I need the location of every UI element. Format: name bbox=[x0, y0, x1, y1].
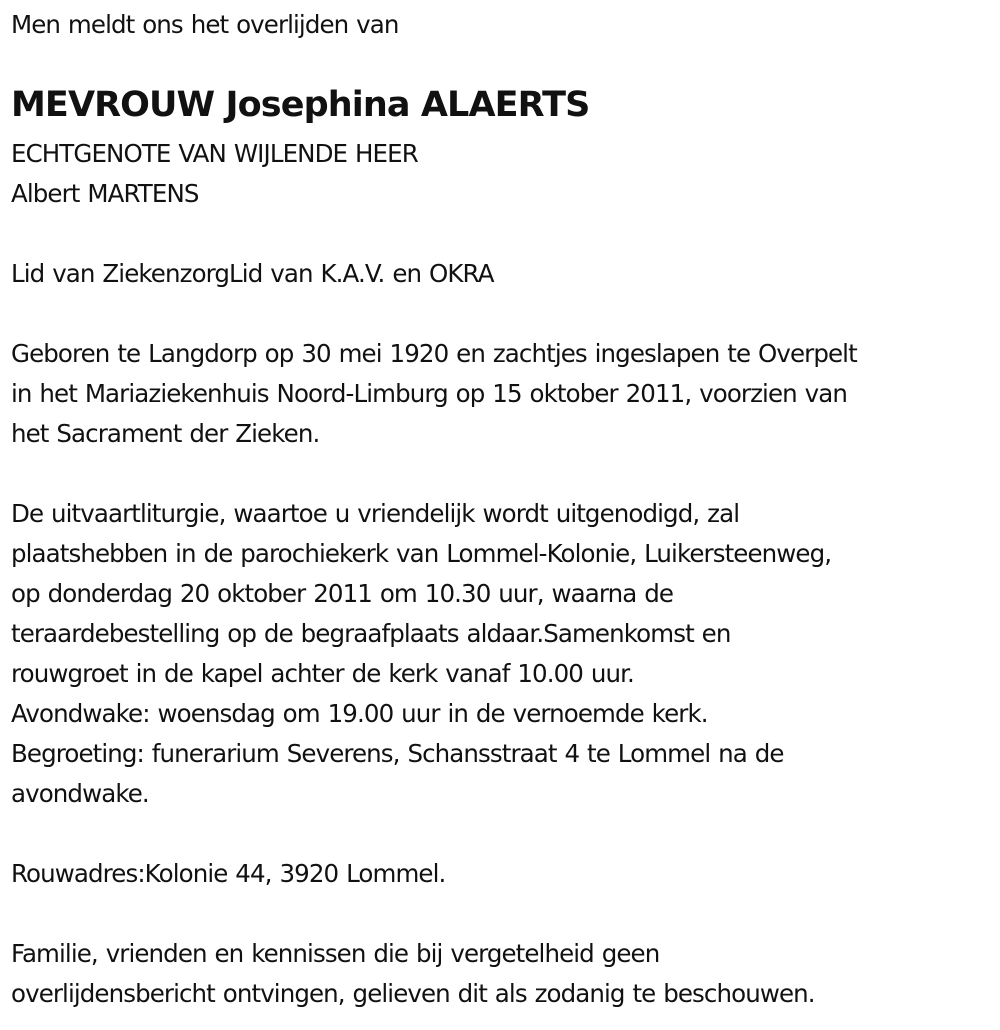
greeting-line-1: Begroeting: funerarium Severens, Schansstraat 4 te Lommel na de bbox=[11, 739, 784, 768]
birth-death-line-2: in het Mariaziekenhuis Noord-Limburg op 15 oktober 2011, voorzien van bbox=[11, 379, 847, 408]
deceased-name: MEVROUW Josephina ALAERTS bbox=[11, 85, 590, 125]
greeting-line-2: avondwake. bbox=[11, 779, 149, 808]
funeral-line-1: De uitvaartliturgie, waartoe u vriendelijk wordt uitgenodigd, zal bbox=[11, 499, 740, 528]
funeral-line-2: plaatshebben in de parochiekerk van Lommel-Kolonie, Luikersteenweg, bbox=[11, 539, 832, 568]
mourning-address: Rouwadres:Kolonie 44, 3920 Lommel. bbox=[11, 859, 446, 888]
funeral-line-3: op donderdag 20 oktober 2011 om 10.30 uur, waarna de bbox=[11, 579, 674, 608]
relation-text: ECHTGENOTE VAN WIJLENDE HEER bbox=[11, 139, 418, 168]
spouse-name: Albert MARTENS bbox=[11, 179, 199, 208]
closing-line-2: overlijdensbericht ontvingen, gelieven dit als zodanig te beschouwen. bbox=[11, 979, 815, 1008]
wake-text: Avondwake: woensdag om 19.00 uur in de vernoemde kerk. bbox=[11, 699, 708, 728]
closing-line-1: Familie, vrienden en kennissen die bij vergetelheid geen bbox=[11, 939, 660, 968]
funeral-line-5: rouwgroet in de kapel achter de kerk vanaf 10.00 uur. bbox=[11, 659, 634, 688]
memberships-text: Lid van ZiekenzorgLid van K.A.V. en OKRA bbox=[11, 259, 494, 288]
birth-death-line-1: Geboren te Langdorp op 30 mei 1920 en zachtjes ingeslapen te Overpelt bbox=[11, 339, 857, 368]
intro-text: Men meldt ons het overlijden van bbox=[11, 10, 399, 39]
birth-death-line-3: het Sacrament der Zieken. bbox=[11, 419, 320, 448]
funeral-line-4: teraardebestelling op de begraafplaats aldaar.Samenkomst en bbox=[11, 619, 731, 648]
